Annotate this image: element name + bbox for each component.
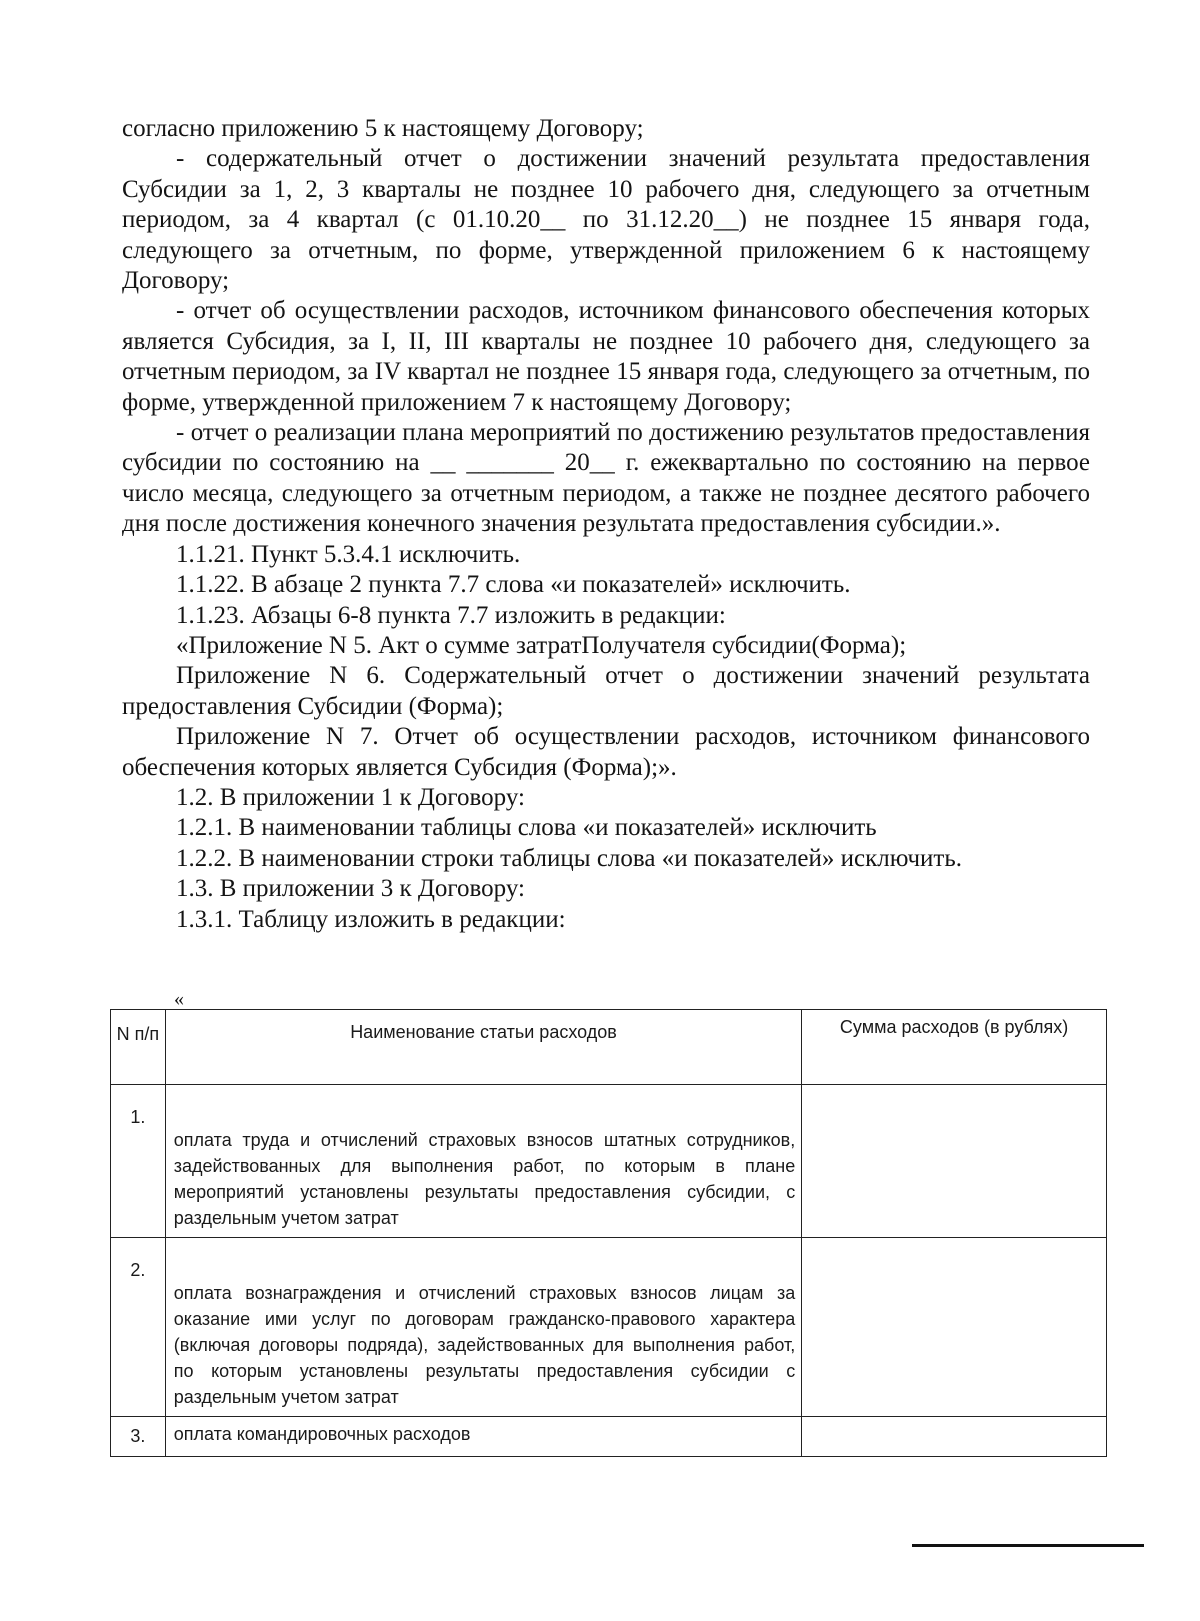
paragraph: - содержательный отчет о достижении значений результата предоставления Субсидии за 1, 2, 3 кварталы не позднее 10 рабочего дня, следующего за отчетным периодом, за 4 квартал (с 01.10.20__ по 31.12.20__) не позднее 15 января года, следующего за отчетным, по форме, утвержденной приложением 6 к настоящему Договору; [122,145,1090,295]
header-cell-name: Наименование статьи расходов [165,1010,801,1085]
row-name-cell: оплата вознаграждения и отчислений страховых взносов лицам за оказание ими услуг по договорам гражданско-правового характера (включая договоры подряда), задействованных для выполнения работ, по которым установлены результаты предоставления субсидии с раздельным учетом затрат [165,1238,801,1417]
header-cell-sum: Сумма расходов (в рублях) [802,1010,1107,1085]
paragraph: 1.2. В приложении 1 к Договору: [176,783,525,811]
paragraph: 1.2.2. В наименовании строки таблицы слова «и показателей» исключить. [176,844,962,872]
document-body [122,114,1090,935]
row-name-cell: оплата труда и отчислений страховых взносов штатных сотрудников, задействованных для выполнения работ, по которым в плане мероприятий установлены результаты предоставления субсидии, с раздельным учетом затрат [165,1085,801,1238]
header-cell-number: N п/п [111,1010,166,1085]
row-sum-cell [802,1238,1107,1417]
paragraph: - отчет об осуществлении расходов, источником финансового обеспечения которых является Субсидия, за I, II, III кварталы не позднее 10 рабочего дня, следующего за отчетным периодом, за IV квартал не позднее 15 января года, следующего за отчетным, по форме, утвержденной приложением 7 к настоящему Договору; [122,297,1090,416]
paragraph: Приложение N 7. Отчет об осуществлении расходов, источником финансового обеспечения которых является Субсидия (Форма);». [122,723,1090,781]
row-sum-cell [802,1417,1107,1457]
row-name-cell: оплата командировочных расходов [165,1417,801,1457]
row-number-cell: 2. [111,1238,166,1417]
paragraph: «Приложение N 5. Акт о сумме затратПолучателя субсидии(Форма); [176,631,907,659]
paragraph: 1.1.21. Пункт 5.3.4.1 исключить. [176,540,521,568]
paragraph: 1.1.22. В абзаце 2 пункта 7.7 слова «и показателей» исключить. [176,571,851,599]
table-row [111,1085,1107,1238]
paragraph: 1.1.23. Абзацы 6-8 пункта 7.7 изложить в редакции: [176,601,726,629]
table-row [111,1238,1107,1417]
paragraph: Приложение N 6. Содержательный отчет о достижении значений результата предоставления Субсидии (Форма); [122,662,1090,720]
paragraph: 1.3. В приложении 3 к Договору: [176,875,525,903]
paragraph: - отчет о реализации плана мероприятий по достижению результатов предоставления субсидии по состоянию на __ _______ 20__ г. ежеквартально по состоянию на первое число месяца, следующего за отчетным периодом, а также не позднее десятого рабочего дня после достижения конечного значения результата предоставления субсидии.». [122,419,1090,538]
paragraph: 1.3.1. Таблицу изложить в редакции: [176,905,566,933]
table-header-row [111,1010,1107,1085]
expense-table [110,1009,1107,1457]
footer-divider [912,1544,1144,1547]
row-sum-cell [802,1085,1107,1238]
row-number-cell: 1. [111,1085,166,1238]
table-open-quote: « [174,988,184,1010]
row-number-cell: 3. [111,1417,166,1457]
paragraph: 1.2.1. В наименовании таблицы слова «и показателей» исключить [176,814,877,842]
table-row [111,1417,1107,1457]
paragraph: согласно приложению 5 к настоящему Договору; [122,115,644,142]
